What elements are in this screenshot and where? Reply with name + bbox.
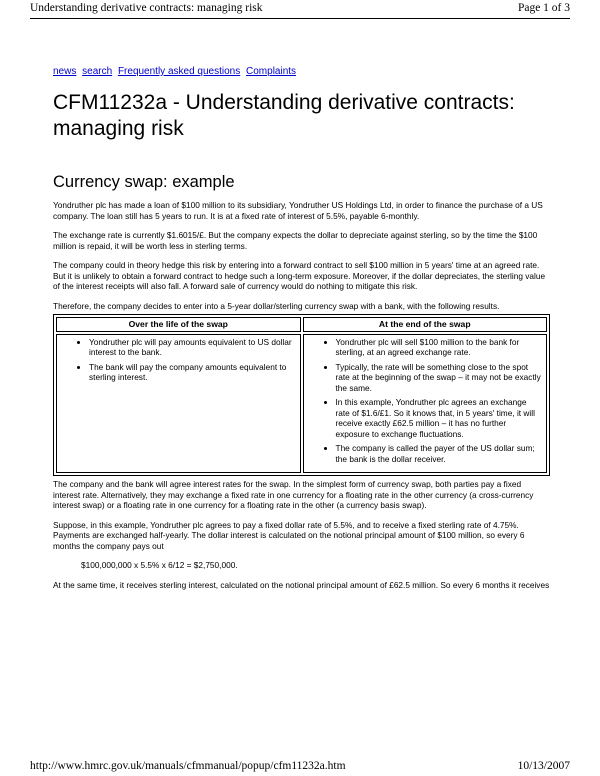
list-item: • In this example, Yondruther plc agrees an exchange rate of $1.6/£1. So it knows that, in 5 years' time, it will receive exactly £62.5 million – it has no further exposure to exchange fluctuations. (336, 397, 543, 439)
section-heading: Currency swap: example (53, 173, 235, 191)
paragraph: Suppose, in this example, Yondruther plc agrees to pay a fixed dollar rate of 5.5%, and to receive a fixed sterling rate of 4.75%. Payments are exchanged half-yearly. The dollar interest is calculated on the notional principal amount of $100 million, so every 6 months the company pays out (53, 519, 525, 551)
page-title: CFM11232a - Understanding derivative contracts: managing risk (53, 91, 515, 140)
calculation: $100,000,000 x 5.5% x 6/12 = $2,750,000. (81, 560, 238, 570)
header-rule (30, 18, 570, 19)
table-header-row (56, 317, 547, 332)
table-header-life: Over the life of the swap (56, 317, 301, 332)
paragraph: At the same time, it receives sterling interest, calculated on the notional principal amount of £62.5 million. So every 6 months it receives (53, 579, 550, 590)
table-row (56, 334, 547, 474)
list-item: • The company is called the payer of the US dollar sum; the bank is the dollar receiver. (336, 443, 543, 464)
paragraph: The company could in theory hedge this risk by entering into a forward contract to sell $100 million in 5 years' time at an agreed rate. But it is unlikely to obtain a forward contract to hedge such a long-term exposure. Moreover, if the dollar depreciates, the sterling value of the interest receipts will also fall. A forward sale of currency would do nothing to mitigate this risk. (53, 260, 546, 291)
footer-url: http://www.hmrc.gov.uk/manuals/cfmmanual/popup/cfm11232a.htm (30, 760, 346, 772)
paragraph: Yondruther plc has made a loan of $100 million to its subsidiary, Yondruther US Holdings Ltd, in order to finance the purchase of a US company. The loan still has 5 years to run. It is at a fixed rate of interest of 5.5%, payable 6-monthly. (53, 200, 543, 221)
footer-date: 10/13/2007 (517, 760, 570, 772)
document-body (53, 200, 550, 599)
nav-faq-link[interactable]: Frequently asked questions (117, 66, 241, 77)
nav-search-link[interactable]: search (82, 66, 113, 77)
list-item: • Typically, the rate will be something close to the spot rate at the beginning of the swap – it may not be exactly the same. (336, 362, 543, 394)
header-page-number: Page 1 of 3 (517, 2, 570, 14)
nav-links (53, 66, 299, 77)
paragraph: The exchange rate is currently $1.6015/£. But the company expects the dollar to depreciate against sterling, so by the time the $100 million is repaid, it will be worth less in sterling terms. (53, 230, 538, 251)
header-title: Understanding derivative contracts: managing risk (30, 2, 263, 14)
print-footer (30, 760, 570, 774)
print-header (30, 2, 570, 18)
nav-complaints-link[interactable]: Complaints (246, 66, 297, 77)
nav-news-link[interactable]: news (53, 66, 77, 77)
bullet-list (61, 337, 296, 383)
paragraph: The company and the bank will agree interest rates for the swap. In the simplest form of currency swap, both parties pay a fixed interest rate. Alternatively, they may exchange a fixed rate in one currency for a floating rate in the other currency (a cross-currency interest swap) or a floating rate in one currency for a floating rate in the other (a currency basis swap). (53, 479, 534, 510)
list-item: • Yondruther plc will pay amounts equivalent to US dollar interest to the bank. (89, 337, 296, 358)
list-item: • Yondruther plc will sell $100 million to the bank for sterling, at an agreed exchange rate. (336, 337, 543, 358)
table-cell-life (56, 334, 301, 474)
paragraph: Therefore, the company decides to enter into a 5-year dollar/sterling currency swap with a bank, with the following results. (53, 300, 500, 311)
list-item: • The bank will pay the company amounts equivalent to sterling interest. (89, 362, 296, 383)
table-header-end: At the end of the swap (303, 317, 548, 332)
bullet-list (308, 337, 543, 465)
swap-table (53, 314, 550, 476)
table-cell-end (303, 334, 548, 474)
